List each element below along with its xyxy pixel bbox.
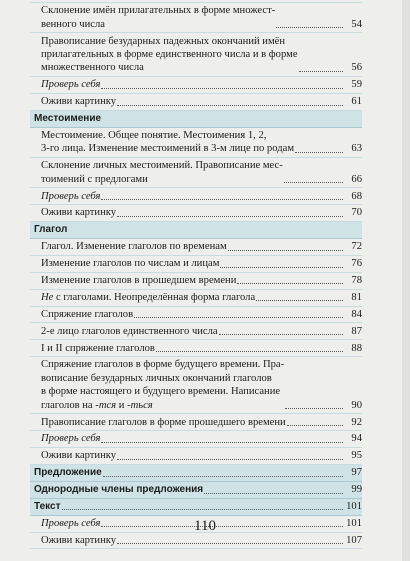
toc-entry-title: Проверь себя	[41, 517, 101, 529]
toc-page-number: 76	[351, 258, 362, 270]
table-of-contents	[30, 2, 362, 549]
dot-leader	[276, 26, 343, 28]
dot-leader	[228, 249, 343, 251]
dot-leader	[219, 333, 343, 335]
toc-entry	[30, 290, 362, 307]
toc-page-number: 97	[351, 467, 362, 479]
toc-entry	[30, 323, 362, 340]
toc-entry-title: Спряжение глаголов в форме будущего времени. Пра- вописание безударных личных окончаний глаголов в форме настоящего и будущего времени. Написание глаголов на -тся и -ться	[41, 359, 285, 411]
toc-entry-title: Проверь себя	[41, 190, 101, 202]
toc-entry	[30, 256, 362, 273]
toc-entry	[30, 77, 362, 94]
toc-page-number: 94	[351, 433, 362, 445]
dot-leader	[285, 407, 343, 409]
toc-page-number: 54	[351, 18, 362, 30]
toc-entry-title: Оживи картинку	[41, 534, 117, 546]
toc-section-heading	[30, 465, 362, 482]
dot-leader	[237, 282, 343, 284]
toc-entry	[30, 431, 362, 448]
toc-entry	[30, 340, 362, 357]
toc-entry-title: Текст	[34, 501, 61, 513]
toc-page-number: 56	[351, 62, 362, 74]
toc-entry-title: Спряжение глаголов	[41, 308, 134, 320]
toc-entry-title: Проверь себя	[41, 433, 101, 445]
dot-leader	[156, 350, 343, 352]
toc-entry-title: Местоимение. Общее понятие. Местоимения 1, 2, 3-го лица. Изменение местоимений в 3-м лице по родам	[41, 129, 295, 155]
toc-entry-title: Правописание безударных падежных окончаний имён прилагательных в форме единственного числа и в форме множественного числа	[41, 35, 298, 74]
toc-entry-title: Склонение имён прилагательных в форме множест- венного числа	[41, 5, 276, 30]
toc-entry	[30, 357, 362, 414]
toc-page-number: 90	[351, 399, 362, 411]
toc-entry-title: I и II спряжение глаголов	[41, 342, 155, 354]
toc-entry	[30, 273, 362, 290]
dot-leader	[295, 151, 343, 153]
toc-entry-title: Склонение личных местоимений. Правописание мес- тоимений с предлогами	[41, 160, 283, 185]
toc-entry	[30, 448, 362, 465]
toc-entry-title: Предложение	[34, 467, 102, 479]
toc-section-heading	[30, 499, 362, 516]
dot-leader	[220, 266, 343, 268]
toc-page-number: 70	[351, 207, 362, 219]
toc-entry-title: Оживи картинку	[41, 207, 117, 219]
toc-entry-title: Изменение глаголов по числам и лицам	[41, 258, 220, 270]
toc-entry-title: Изменение глаголов в прошедшем времени	[41, 275, 237, 287]
toc-page-number: 92	[351, 416, 362, 428]
toc-entry-title: 2-е лицо глаголов единственного числа	[41, 325, 218, 337]
dot-leader	[101, 198, 343, 200]
dot-leader	[62, 508, 343, 510]
toc-entry-title: Оживи картинку	[41, 450, 117, 462]
toc-page-number: 99	[351, 484, 362, 496]
toc-entry-title: Проверь себя	[41, 79, 101, 91]
toc-page-number: 66	[351, 173, 362, 185]
toc-entry	[30, 239, 362, 256]
toc-entry-title: Глагол	[34, 224, 68, 236]
toc-entry	[30, 414, 362, 431]
dot-leader	[117, 542, 343, 544]
toc-entry-title: Не с глаголами. Неопределённая форма глагола	[41, 291, 256, 303]
dot-leader	[284, 181, 343, 183]
toc-page-number: 59	[351, 79, 362, 91]
toc-entry	[30, 128, 362, 158]
dot-leader	[117, 458, 343, 460]
dot-leader	[101, 441, 343, 443]
toc-entry	[30, 33, 362, 77]
toc-page-number: 61	[351, 96, 362, 108]
toc-entry-title: Местоимение	[34, 113, 102, 125]
page-number: 110	[194, 518, 216, 534]
toc-entry	[30, 188, 362, 205]
toc-section-heading	[30, 111, 362, 128]
toc-section-heading	[30, 482, 362, 499]
toc-entry	[30, 94, 362, 111]
toc-page-number: 95	[351, 450, 362, 462]
dot-leader	[103, 475, 343, 477]
dot-leader	[117, 104, 343, 106]
dot-leader	[134, 316, 343, 318]
toc-entry	[30, 533, 362, 550]
toc-page-number: 88	[351, 342, 362, 354]
toc-page-number: 63	[351, 143, 362, 155]
dot-leader	[101, 87, 343, 89]
toc-entry-title: Оживи картинку	[41, 96, 117, 108]
page-edge	[402, 0, 410, 561]
dot-leader	[117, 215, 343, 217]
toc-page-number: 87	[351, 325, 362, 337]
toc-entry-title: Однородные члены предложения	[34, 484, 204, 496]
dot-leader	[204, 492, 343, 494]
toc-entry-title: Правописание глаголов в форме прошедшего времени	[41, 416, 286, 428]
toc-section-heading	[30, 222, 362, 239]
toc-page-number: 101	[346, 517, 362, 529]
toc-entry	[30, 158, 362, 188]
toc-entry	[30, 307, 362, 324]
toc-entry-title: Глагол. Изменение глаголов по временам	[41, 241, 227, 253]
toc-page-number: 68	[351, 190, 362, 202]
dot-leader	[299, 70, 343, 72]
toc-entry	[30, 205, 362, 222]
toc-page-number: 78	[351, 275, 362, 287]
toc-page-number: 107	[346, 534, 362, 546]
dot-leader	[256, 299, 343, 301]
toc-entry	[30, 3, 362, 33]
toc-page-number: 84	[351, 308, 362, 320]
toc-page-number: 81	[351, 291, 362, 303]
toc-page-number: 72	[351, 241, 362, 253]
toc-page-number: 101	[346, 501, 362, 513]
dot-leader	[287, 424, 343, 426]
